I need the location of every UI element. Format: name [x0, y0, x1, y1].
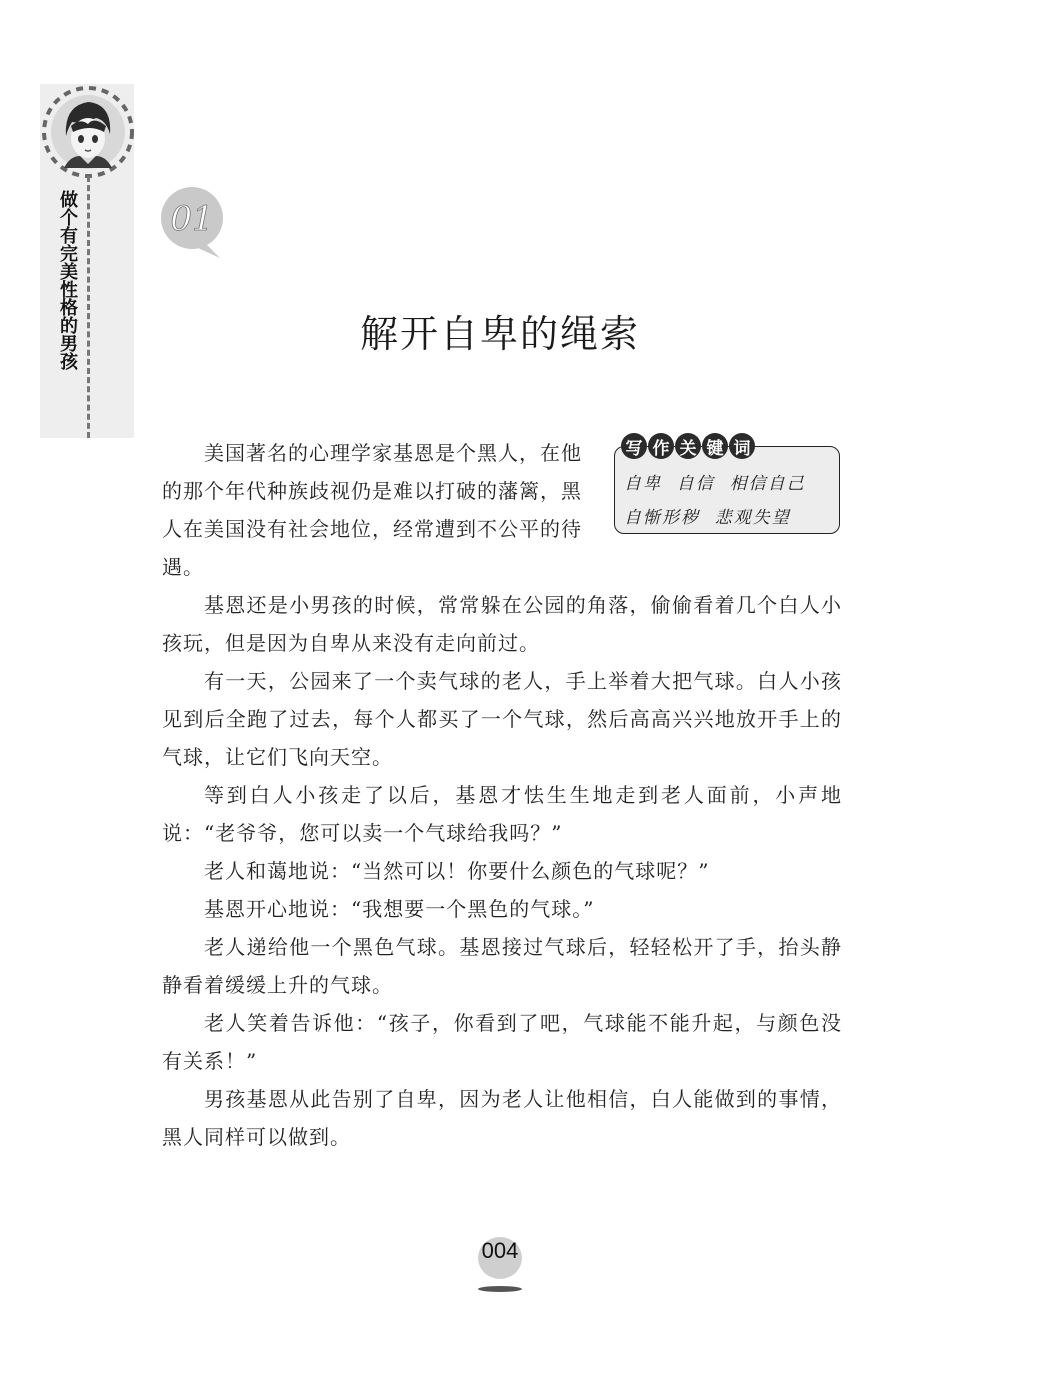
page-number: 004 — [481, 1238, 519, 1263]
body-paragraph: 老人笑着告诉他：“孩子，你看到了吧，气球能不能升起，与颜色没有关系！” — [162, 1011, 842, 1073]
keywords-header-char: 键 — [702, 433, 728, 459]
keywords-header-char: 词 — [729, 433, 755, 459]
body-paragraph: 老人递给他一个黑色气球。基恩接过气球后，轻轻松开了手，抬头静静看着缓缓上升的气球。 — [162, 935, 842, 997]
boy-avatar-icon — [40, 84, 134, 184]
chapter-title: 解开自卑的绳索 — [359, 312, 640, 357]
page-number-badge — [474, 1234, 530, 1298]
body-paragraph: 等到白人小孩走了以后，基恩才怯生生地走到老人面前，小声地说：“老爷爷，您可以卖一个气球给我吗？” — [162, 783, 842, 845]
sidebar-dashed-line — [87, 176, 90, 438]
chapter-number: 01 — [170, 199, 214, 239]
keywords-line-1: 自卑 自信 相信自己 — [624, 474, 806, 494]
body-paragraph: 基恩开心地说：“我想要一个黑色的气球。” — [204, 897, 595, 921]
series-title: 做个有完美性格的男孩 — [57, 190, 78, 370]
body-paragraph: 基恩还是小男孩的时候，常常躲在公园的角落，偷偷看着几个白人小孩玩，但是因为自卑从来没有走向前过。 — [162, 593, 842, 655]
body-paragraph: 老人和蔼地说：“当然可以！你要什么颜色的气球呢？” — [204, 859, 710, 883]
body-paragraph: 有一天，公园来了一个卖气球的老人，手上举着大把气球。白人小孩见到后全跑了过去，每个人都买了一个气球，然后高高兴兴地放开手上的气球，让它们飞向天空。 — [162, 669, 842, 769]
keywords-header-char: 写 — [621, 433, 647, 459]
writing-keywords-header — [621, 433, 755, 459]
keywords-header-char: 作 — [648, 433, 674, 459]
writing-keywords-box — [614, 438, 840, 534]
body-paragraph: 美国著名的心理学家基恩是个黑人，在他的那个年代种族歧视仍是难以打破的藩篱，黑人在美国没有社会地位，经常遭到不公平的待遇。 — [162, 441, 582, 579]
keywords-line-2: 自惭形秽 悲观失望 — [624, 508, 791, 528]
chapter-badge — [158, 186, 228, 262]
body-paragraph: 男孩基恩从此告别了自卑，因为老人让他相信，白人能做到的事情，黑人同样可以做到。 — [162, 1087, 842, 1149]
keywords-header-char: 关 — [675, 433, 701, 459]
